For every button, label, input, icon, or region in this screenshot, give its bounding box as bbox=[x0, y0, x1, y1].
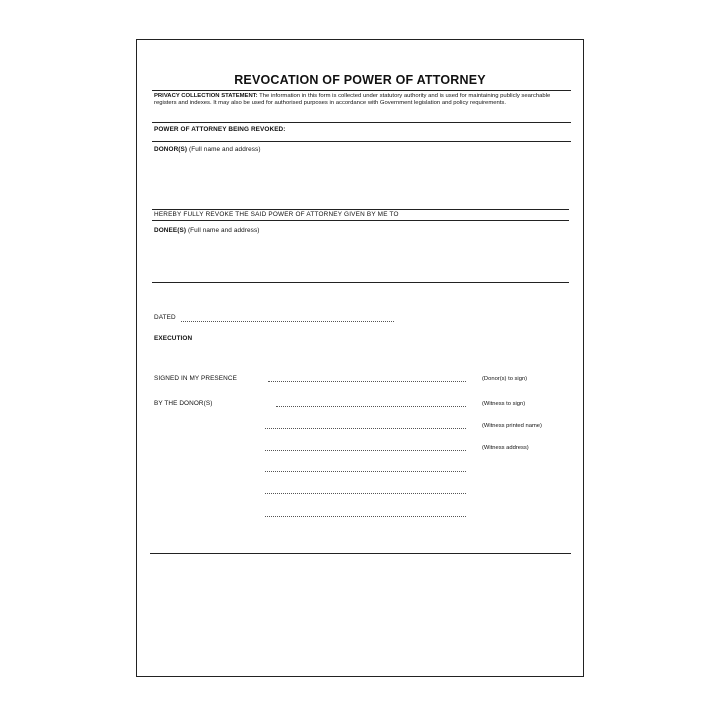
privacy-heading: PRIVACY COLLECTION STATEMENT: bbox=[154, 93, 258, 99]
witness-address-line-2[interactable] bbox=[265, 471, 466, 472]
donee-field[interactable] bbox=[152, 236, 569, 281]
witness-address-line-3[interactable] bbox=[265, 493, 466, 494]
donor-label: DONOR(S) bbox=[154, 146, 188, 153]
witness-name-hint: (Witness printed name) bbox=[482, 423, 542, 429]
by-donor-label: BY THE DONOR(S) bbox=[154, 400, 213, 407]
donor-signature-line[interactable] bbox=[268, 381, 466, 382]
execution-label: EXECUTION bbox=[154, 335, 193, 342]
donor-field-label bbox=[154, 146, 261, 153]
execution-rule bbox=[150, 553, 571, 554]
witness-address-line-4[interactable] bbox=[265, 516, 466, 517]
revoke-rule bbox=[152, 220, 569, 221]
title-rule bbox=[152, 90, 571, 91]
donee-label: DONEE(S) bbox=[154, 227, 187, 234]
donee-field-label bbox=[154, 227, 260, 234]
donor-field[interactable] bbox=[152, 155, 569, 208]
donee-rule bbox=[152, 282, 569, 283]
donor-sign-hint: (Donor(s) to sign) bbox=[482, 376, 528, 382]
donor-note: (Full name and address) bbox=[189, 146, 261, 153]
witness-signature-line[interactable] bbox=[276, 406, 466, 407]
poa-revoked-label: POWER OF ATTORNEY BEING REVOKED: bbox=[154, 126, 286, 133]
dated-label: DATED bbox=[154, 314, 176, 321]
signed-label: SIGNED IN MY PRESENCE bbox=[154, 375, 237, 382]
dated-line[interactable] bbox=[181, 321, 394, 322]
witness-name-line[interactable] bbox=[265, 428, 466, 429]
form-title: REVOCATION OF POWER OF ATTORNEY bbox=[234, 73, 486, 87]
poa-revoked-rule bbox=[152, 141, 571, 142]
revoke-statement: HEREBY FULLY REVOKE THE SAID POWER OF ATTORNEY GIVEN BY ME TO bbox=[154, 211, 399, 218]
form-page bbox=[136, 39, 584, 677]
privacy-statement bbox=[154, 93, 569, 107]
privacy-text: The information in this form is collected under statutory authority and is used for maintaining publicly searchable registers and indexes. It may also be used for authorised purposes in accordance with Government legislation and policy requirements. bbox=[154, 93, 551, 106]
donor-rule bbox=[152, 209, 569, 210]
donee-note: (Full name and address) bbox=[187, 227, 260, 234]
witness-address-line-1[interactable] bbox=[265, 450, 466, 451]
witness-sign-hint: (Witness to sign) bbox=[482, 401, 526, 407]
privacy-rule bbox=[152, 122, 571, 123]
witness-address-hint: (Witness address) bbox=[482, 445, 529, 451]
